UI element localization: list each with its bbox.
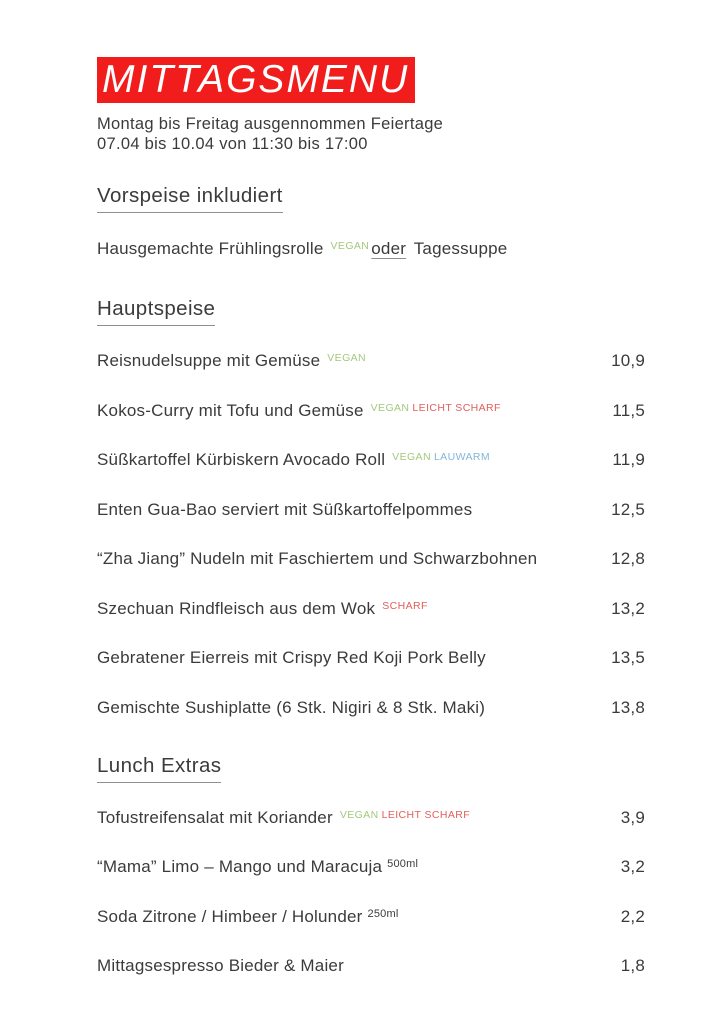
menu-item-row — [97, 351, 645, 371]
item-price: 12,8 — [611, 549, 645, 568]
tag-vegan: VEGAN — [327, 352, 367, 364]
item-price: 3,9 — [620, 807, 645, 827]
starter-item-text-post: Tagessuppe — [413, 239, 508, 258]
item-price: 11,9 — [612, 450, 645, 469]
menu-item-row — [97, 698, 645, 718]
item-title: “Zha Jiang” Nudeln mit Faschiertem und Schwarzbohnen — [97, 549, 538, 568]
item-title: Gemischte Sushiplatte (6 Stk. Nigiri & 8 Stk. Maki) — [97, 697, 486, 717]
item-price: 13,8 — [611, 697, 645, 717]
item-title: Soda Zitrone / Himbeer / Holunder — [97, 906, 363, 926]
item-price: 2,2 — [620, 906, 645, 926]
item-price: 1,8 — [620, 956, 645, 975]
main-section-items — [97, 351, 645, 718]
extras-section-items — [97, 808, 645, 977]
item-title: Enten Gua-Bao serviert mit Süßkartoffelpommes — [97, 499, 473, 519]
subtitle — [97, 115, 645, 154]
item-title: Süßkartoffel Kürbiskern Avocado Roll — [97, 450, 386, 469]
size-tag: 250ml — [367, 907, 399, 920]
main-section-heading: Hauptspeise — [97, 297, 215, 326]
item-title: Tofustreifensalat mit Koriander — [97, 807, 333, 827]
item-price: 11,5 — [612, 400, 645, 420]
extras-section-heading: Lunch Extras — [97, 754, 221, 783]
starter-section-heading: Vorspeise inkludiert — [97, 184, 283, 213]
subtitle-line-2: 07.04 bis 10.04 von 11:30 bis 17:00 — [97, 134, 368, 153]
menu-item-row — [97, 956, 645, 976]
item-price: 10,9 — [611, 351, 645, 370]
menu-item-row — [97, 857, 645, 877]
menu-item-row — [97, 648, 645, 668]
extras-section — [97, 754, 645, 783]
item-title: Mittagsespresso Bieder & Maier — [97, 956, 344, 975]
item-title: Kokos-Curry mit Tofu und Gemüse — [97, 400, 364, 420]
tag-lauwarm: LAUWARM — [433, 451, 491, 463]
item-price: 13,2 — [611, 598, 645, 618]
tag-vegan: VEGAN — [392, 451, 431, 463]
tag-vegan: VEGAN — [330, 240, 370, 252]
menu-item-row — [97, 450, 645, 470]
item-title: Szechuan Rindfleisch aus dem Wok — [97, 598, 376, 618]
item-title: Gebratener Eierreis mit Crispy Red Koji Pork Belly — [97, 648, 486, 667]
size-tag: 500ml — [387, 858, 419, 870]
starter-item-text-pre: Hausgemachte Frühlingsrolle — [97, 239, 324, 258]
item-price: 3,2 — [620, 857, 645, 876]
menu-item-row — [97, 500, 645, 520]
tag-scharf: SCHARF — [382, 599, 428, 612]
menu-item-row — [97, 808, 645, 828]
menu-item-row — [97, 907, 645, 927]
menu-item-row — [97, 599, 645, 619]
menu-item-row — [97, 549, 645, 569]
item-price: 13,5 — [611, 648, 645, 667]
item-price: 12,5 — [611, 499, 645, 519]
subtitle-line-1: Montag bis Freitag ausgennommen Feiertage — [97, 115, 444, 133]
item-title: “Mama” Limo – Mango und Maracuja — [97, 857, 383, 876]
item-title: Reisnudelsuppe mit Gemüse — [97, 351, 321, 370]
tag-vegan: VEGAN — [370, 401, 410, 414]
main-section — [97, 297, 645, 326]
starter-section — [97, 184, 645, 213]
connector-oder: oder — [371, 239, 407, 258]
starter-item — [97, 239, 645, 259]
tag-leicht-scharf: LEICHT SCHARF — [412, 401, 501, 414]
tag-leicht-scharf: LEICHT SCHARF — [381, 808, 471, 821]
tag-vegan: VEGAN — [339, 808, 379, 821]
menu-item-row — [97, 401, 645, 421]
page-title: MITTAGSMENU — [97, 57, 415, 103]
